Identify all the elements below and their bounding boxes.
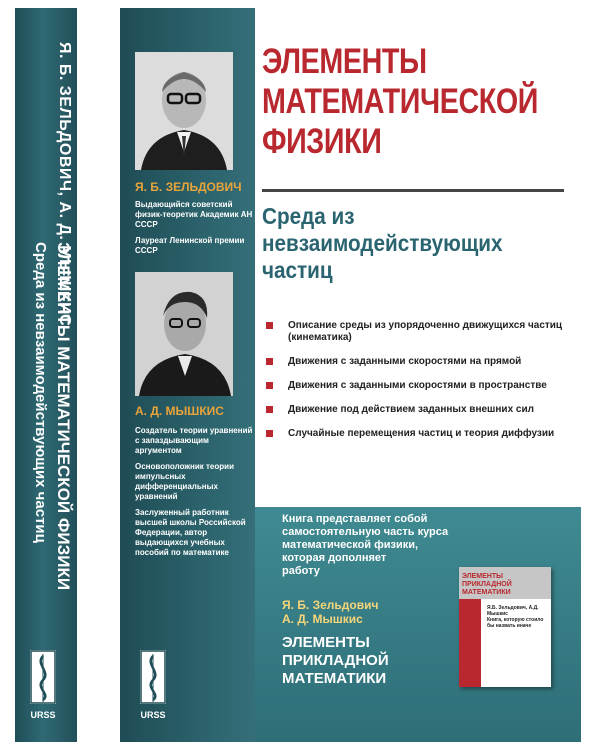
list-item [266,356,566,368]
author-info-line: Лауреат Ленинской премии СССР [135,236,245,255]
spine-subtitle: Среда из невзаимодействующих частиц [32,242,49,543]
title-line: ФИЗИКИ [262,122,382,161]
publisher-logo-icon [30,650,56,704]
promo-text-line: Книга представляет собой [282,513,428,525]
spine-publisher: URSS [30,710,56,720]
title-divider [262,189,564,192]
author-photo-myshkis [135,272,233,396]
bullet-square-icon [266,358,273,365]
front-publisher: URSS [140,710,166,720]
contents-list [266,320,566,452]
title-line: МАТЕМАТИЧЕСКОЙ [262,82,539,121]
author-info-line: Основоположник теории импульсных дифференциальных уравнений [135,462,234,501]
bullet-square-icon [266,322,273,329]
publisher-logo-icon [140,650,166,704]
list-item [266,428,566,440]
promo-text-line: которая дополняет [282,552,387,564]
bullet-square-icon [266,382,273,389]
promo-author: А. Д. Мышкис [282,612,363,626]
list-item [266,380,566,392]
subtitle-line: Среда из [262,203,355,229]
book-title [262,42,539,162]
promo-title-line: ПРИКЛАДНОЙ [282,652,389,669]
author-info-line: Выдающийся советский физик-теоретик Академик АН СССР [135,200,253,229]
promo-text-line: самостоятельную часть курса [282,526,449,538]
list-item-text: Случайные перемещения частиц и теория диффузии [288,428,555,439]
list-item-text: Движения с заданными скоростями в пространстве [288,380,547,391]
list-item-text: Описание среды из упорядоченно движущихся частиц (кинематика) [288,320,563,343]
spine-title: ЭЛЕМЕНТЫ МАТЕМАТИЧЕСКОЙ ФИЗИКИ [54,242,73,591]
promo-book-title [282,634,457,688]
list-item [266,320,566,344]
subtitle-line: частиц [262,257,333,283]
mini-cover-text [487,605,549,629]
mini-title-line: ЭЛЕМЕНТЫ [462,573,503,580]
bullet-square-icon [266,430,273,437]
mini-title-line: ПРИКЛАДНОЙ [462,581,512,588]
promo-title-line: ЭЛЕМЕНТЫ [282,634,370,651]
list-item [266,404,566,416]
author-name-myshkis: А. Д. МЫШКИС [135,404,224,418]
mini-cover-strip [459,599,481,687]
mini-cover-tagline: Книга, которую стоило бы назвать иначе [487,617,544,629]
companion-book-thumbnail [459,567,551,687]
author-info-myshkis [135,426,253,564]
author-name-zeldovich: Я. Б. ЗЕЛЬДОВИЧ [135,180,242,194]
title-line: ЭЛЕМЕНТЫ [262,42,427,81]
mini-title-line: МАТЕМАТИКИ [462,589,511,596]
author-info-zeldovich [135,200,253,262]
bullet-square-icon [266,406,273,413]
mini-cover-authors: Я.Б. Зельдович, А.Д. Мышкис [487,605,539,617]
author-photo-zeldovich [135,52,233,170]
promo-author: Я. Б. Зельдович [282,598,379,612]
book-subtitle [262,203,550,284]
author-info-line: Создатель теории уравнений с запаздывающим аргументом [135,426,253,455]
promo-text [282,513,452,578]
promo-authors [282,598,452,626]
list-item-text: Движения с заданными скоростями на прямой [288,356,522,367]
promo-title-line: МАТЕМАТИКИ [282,670,387,687]
promo-text-line: работу [282,565,320,577]
subtitle-line: невзаимодействующих [262,230,503,256]
list-item-text: Движение под действием заданных внешних сил [288,404,534,415]
promo-text-line: математической физики, [282,539,419,551]
spine-text-group [15,42,77,642]
author-info-line: Заслуженный работник высшей школы Российской Федерации, автор выдающихся учебных пособий по математике [135,508,246,557]
spine-author: Я. Б. ЗЕЛЬДОВИЧ, А. Д. МЫШКИС [56,42,73,327]
mini-cover-title [462,573,522,597]
